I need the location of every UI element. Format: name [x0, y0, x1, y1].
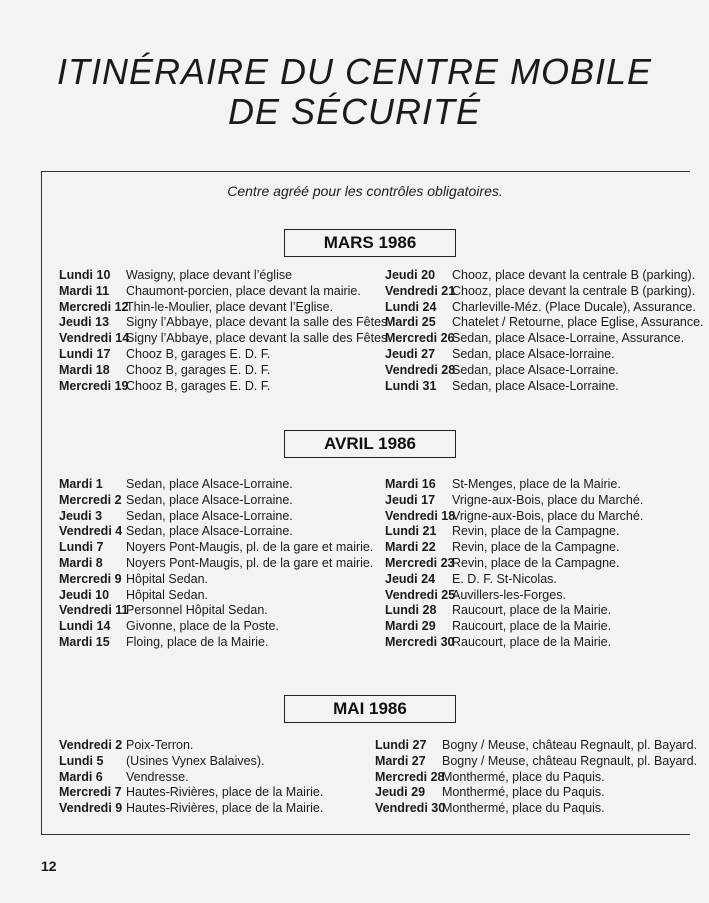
schedule-place: Sedan, place Alsace-Lorraine. [126, 508, 293, 523]
schedule-day: Jeudi 24 [385, 571, 436, 586]
schedule-row [385, 572, 685, 588]
mai-right-list [375, 738, 698, 817]
schedule-row [375, 738, 698, 754]
schedule-place: Bogny / Meuse, château Regnault, pl. Bayard. [442, 738, 698, 752]
schedule-place: Raucourt, place de la Mairie. [452, 634, 612, 649]
schedule-day: Vendredi 4 [59, 524, 123, 539]
schedule-row [385, 299, 696, 316]
schedule-place: Hôpital Sedan. [126, 587, 209, 602]
schedule-row [375, 753, 698, 770]
schedule-day: Mercredi 2 [59, 492, 122, 507]
schedule-row [385, 556, 685, 572]
schedule-day: Lundi 10 [59, 268, 111, 282]
schedule-day: Mardi 11 [59, 283, 110, 298]
schedule-row [59, 603, 377, 619]
schedule-day: Lundi 14 [59, 619, 111, 634]
schedule-place: Revin, place de la Campagne. [452, 524, 620, 539]
schedule-day: Jeudi 20 [385, 268, 436, 282]
schedule-place: Signy l’Abbaye, place devant la salle des Fêtes [126, 315, 388, 330]
schedule-day: Jeudi 27 [385, 346, 436, 361]
schedule-day: Vendredi 28 [385, 362, 456, 377]
schedule-day: Mercredi 19 [59, 378, 129, 393]
schedule-day: Lundi 7 [59, 540, 104, 555]
schedule-place: Chooz, place devant la centrale B (parking). [452, 268, 696, 282]
mars-left-list [59, 268, 388, 394]
schedule-row [385, 635, 685, 651]
schedule-row [59, 770, 359, 786]
schedule-row [385, 540, 685, 556]
schedule-day: Lundi 17 [59, 346, 111, 361]
schedule-row [385, 379, 685, 395]
schedule-day: Jeudi 17 [385, 492, 436, 507]
schedule-place: Revin, place de la Campagne. [452, 555, 620, 570]
schedule-row [375, 785, 685, 801]
schedule-day: Mardi 27 [375, 753, 426, 768]
schedule-day: Lundi 5 [59, 753, 104, 768]
schedule-place: Signy l’Abbaye, place devant la salle des Fêtes [126, 331, 388, 346]
schedule-day: Vendredi 9 [59, 801, 123, 816]
mars-right-list [385, 268, 704, 394]
schedule-row [375, 770, 685, 786]
schedule-day: Vendredi 18 [385, 508, 456, 523]
schedule-day: Mardi 29 [385, 619, 436, 634]
schedule-day: Vendredi 21 [385, 283, 456, 298]
schedule-row [385, 331, 685, 347]
schedule-row [59, 588, 377, 604]
schedule-day: Mercredi 7 [59, 785, 122, 800]
schedule-row [59, 785, 359, 801]
schedule-row [385, 477, 685, 493]
schedule-day: Mardi 25 [385, 315, 436, 330]
schedule-row [385, 588, 685, 604]
page-number: 12 [41, 858, 57, 874]
schedule-day: Vendredi 14 [59, 331, 130, 346]
avril-right-list [385, 477, 685, 651]
schedule-row [59, 738, 359, 754]
schedule-day: Vendredi 11 [59, 603, 129, 618]
schedule-row [59, 524, 377, 540]
schedule-day: Jeudi 29 [375, 785, 426, 800]
schedule-day: Jeudi 10 [59, 587, 110, 602]
schedule-row [59, 493, 377, 509]
schedule-day: Vendredi 30 [375, 801, 446, 816]
schedule-place: Noyers Pont-Maugis, pl. de la gare et mairie. [126, 540, 374, 555]
schedule-day: Mardi 16 [385, 477, 436, 491]
schedule-place: Thin-le-Moulier, place devant l’Eglise. [126, 299, 334, 314]
schedule-row [59, 347, 377, 363]
schedule-place: Sedan, place Alsace-Lorraine. [126, 492, 293, 507]
schedule-row [385, 619, 685, 635]
schedule-place: Chooz, place devant la centrale B (parking). [452, 283, 696, 298]
schedule-place: Sedan, place Alsace-Lorraine. [452, 362, 619, 377]
schedule-day: Lundi 27 [375, 738, 427, 752]
schedule-place: (Usines Vynex Balaives). [126, 753, 265, 768]
schedule-row [59, 363, 377, 379]
schedule-row [59, 284, 377, 300]
schedule-place: Sedan, place Alsace-lorraine. [452, 346, 615, 361]
schedule-day: Vendredi 25 [385, 587, 456, 602]
schedule-day: Lundi 28 [385, 603, 437, 618]
schedule-day: Mercredi 23 [385, 555, 455, 570]
schedule-row [59, 509, 377, 525]
schedule-place: Monthermé, place du Paquis. [442, 785, 605, 800]
schedule-place: Auvillers-les-Forges. [452, 587, 566, 602]
schedule-place: Personnel Hôpital Sedan. [126, 603, 268, 618]
schedule-row [59, 331, 388, 347]
schedule-day: Mardi 8 [59, 555, 103, 570]
schedule-place: Raucourt, place de la Mairie. [452, 619, 612, 634]
schedule-row [59, 635, 377, 651]
schedule-day: Lundi 31 [385, 378, 437, 393]
schedule-row [59, 315, 388, 331]
month-header-mai: MAI 1986 [284, 695, 456, 723]
schedule-day: Mardi 6 [59, 769, 103, 784]
schedule-row [59, 268, 377, 284]
schedule-place: Hautes-Rivières, place de la Mairie. [126, 801, 324, 816]
schedule-row [59, 556, 377, 572]
schedule-day: Mercredi 12 [59, 299, 129, 314]
avril-left-list [59, 477, 377, 651]
schedule-place: Vendresse. [126, 769, 189, 784]
schedule-row [385, 315, 704, 331]
page-title-line-1: ITINÉRAIRE DU CENTRE MOBILE [56, 51, 653, 92]
schedule-place: Vrigne-aux-Bois, place du Marché. [452, 492, 644, 507]
schedule-day: Mercredi 30 [385, 634, 455, 649]
schedule-row [59, 754, 359, 770]
schedule-place: Vrigne-aux-Bois, place du Marché. [452, 508, 644, 523]
schedule-place: Chooz B, garages E. D. F. [126, 346, 271, 361]
schedule-place: Charleville-Méz. (Place Ducale), Assurance. [452, 299, 696, 314]
schedule-place: Wasigny, place devant l’église [126, 268, 293, 282]
schedule-row [59, 540, 377, 556]
schedule-day: Jeudi 3 [59, 508, 103, 523]
schedule-place: Givonne, place de la Poste. [126, 619, 279, 634]
schedule-row [385, 283, 696, 300]
schedule-row [385, 347, 685, 363]
schedule-place: Chatelet / Retourne, place Eglise, Assurance. [452, 315, 704, 330]
schedule-row [59, 572, 377, 588]
schedule-place: E. D. F. St-Nicolas. [452, 571, 557, 586]
schedule-place: Chooz B, garages E. D. F. [126, 378, 271, 393]
schedule-place: Sedan, place Alsace-Lorraine. [452, 378, 619, 393]
schedule-row [385, 524, 685, 540]
schedule-day: Lundi 21 [385, 524, 437, 539]
page-title-line-2: DE SÉCURITÉ [227, 91, 482, 132]
schedule-row [385, 509, 685, 525]
schedule-row [385, 603, 685, 619]
schedule-place: Sedan, place Alsace-Lorraine. [126, 477, 293, 491]
schedule-day: Mardi 22 [385, 540, 436, 555]
schedule-day: Jeudi 13 [59, 315, 110, 330]
schedule-day: Mercredi 26 [385, 331, 455, 346]
schedule-place: Monthermé, place du Paquis. [442, 801, 605, 816]
schedule-place: Sedan, place Alsace-Lorraine. [126, 524, 293, 539]
schedule-row [59, 300, 377, 316]
schedule-place: Raucourt, place de la Mairie. [452, 603, 612, 618]
schedule-row [375, 801, 685, 817]
schedule-day: Lundi 24 [385, 299, 437, 314]
schedule-place: Bogny / Meuse, château Regnault, pl. Bayard. [442, 753, 698, 768]
subtitle: Centre agréé pour les contrôles obligatoires. [227, 183, 503, 199]
schedule-day: Mercredi 9 [59, 571, 122, 586]
schedule-place: Floing, place de la Mairie. [126, 634, 269, 649]
month-header-mars: MARS 1986 [284, 229, 456, 257]
schedule-row [59, 379, 377, 395]
schedule-place: Noyers Pont-Maugis, pl. de la gare et mairie. [126, 555, 374, 570]
page-title [0, 52, 709, 132]
schedule-row [385, 493, 685, 509]
schedule-place: St-Menges, place de la Mairie. [452, 477, 621, 491]
schedule-row [385, 363, 685, 379]
schedule-place: Sedan, place Alsace-Lorraine, Assurance. [452, 331, 685, 346]
schedule-place: Hautes-Rivières, place de la Mairie. [126, 785, 324, 800]
schedule-place: Chaumont-porcien, place devant la mairie. [126, 283, 361, 298]
schedule-place: Chooz B, garages E. D. F. [126, 362, 271, 377]
schedule-place: Poix-Terron. [126, 738, 194, 752]
schedule-place: Revin, place de la Campagne. [452, 540, 620, 555]
schedule-place: Monthermé, place du Paquis. [442, 769, 605, 784]
schedule-day: Mercredi 28 [375, 769, 445, 784]
schedule-row [385, 268, 696, 284]
schedule-day: Mardi 15 [59, 634, 110, 649]
schedule-place: Hôpital Sedan. [126, 571, 209, 586]
schedule-row [59, 477, 377, 493]
schedule-day: Vendredi 2 [59, 738, 123, 752]
schedule-row [59, 619, 377, 635]
schedule-day: Mardi 1 [59, 477, 103, 491]
schedule-day: Mardi 18 [59, 362, 110, 377]
mai-left-list [59, 738, 359, 817]
month-header-avril: AVRIL 1986 [284, 430, 456, 458]
schedule-row [59, 801, 359, 817]
